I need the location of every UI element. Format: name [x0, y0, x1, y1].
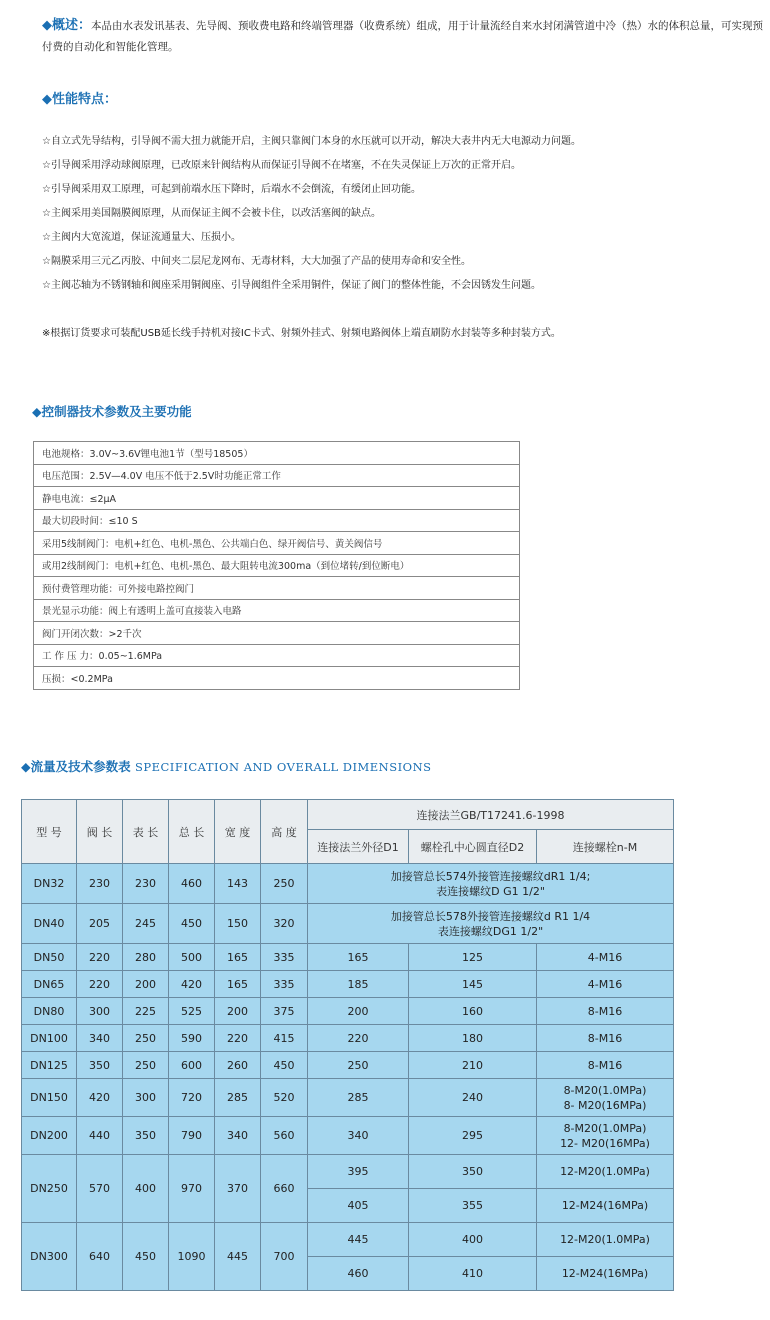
- table-row: [22, 1025, 674, 1052]
- cell-meter: 350: [123, 1117, 169, 1155]
- feature-item: ☆引导阀采用双工原理，可起到前端水压下降时，后端水不会倒流，有缓闭止回功能。: [42, 184, 421, 195]
- cell-meter: 400: [123, 1155, 169, 1223]
- col-d1: 连接法兰外径D1: [308, 830, 409, 864]
- cell-bolt: 8-M16: [537, 1025, 674, 1052]
- cell-d2: 350: [409, 1155, 537, 1189]
- table-row: [34, 599, 520, 622]
- cell-model: DN300: [22, 1223, 77, 1291]
- spec-title: [21, 757, 432, 775]
- cell-valve: 340: [77, 1025, 123, 1052]
- cell-meter: 250: [123, 1025, 169, 1052]
- cell-d1: 340: [308, 1117, 409, 1155]
- cell-height: 335: [261, 944, 308, 971]
- cell-height: 450: [261, 1052, 308, 1079]
- cell-height: 415: [261, 1025, 308, 1052]
- cell-meter: 300: [123, 1079, 169, 1117]
- cell-bolt: [537, 1117, 674, 1155]
- cell-model: DN250: [22, 1155, 77, 1223]
- cell-d1: 445: [308, 1223, 409, 1257]
- cell-model: DN125: [22, 1052, 77, 1079]
- cell-meter: 225: [123, 998, 169, 1025]
- cell-total: 1090: [169, 1223, 215, 1291]
- col-flange-group: 连接法兰GB/T17241.6-1998: [308, 800, 674, 830]
- cell-model: DN32: [22, 864, 77, 904]
- table-row: [34, 532, 520, 555]
- feature-item: ☆主阀采用美国隔膜阀原理，从而保证主阀不会被卡住，以改活塞阀的缺点。: [42, 208, 381, 219]
- intro-text: 本品由水表发讯基表、先导阀、预收费电路和终端管理器（收费系统）组成，用于计量流经自来水封闭满管道中冷（热）水的体积总量，可实现预付费的自动化和智能化管理。: [42, 20, 763, 53]
- feature-item: ☆引导阀采用浮动球阀原理，已改原来针阀结构从而保证引导阀不在堵塞，不在失灵保证上万次的正常开启。: [42, 160, 521, 171]
- table-row: [22, 1052, 674, 1079]
- col-model: 型 号: [22, 800, 77, 864]
- table-row: [22, 864, 674, 904]
- cell-width: 370: [215, 1155, 261, 1223]
- table-row: [34, 667, 520, 690]
- cell-meter: 280: [123, 944, 169, 971]
- feature-item: ☆自立式先导结构，引导阀不需大扭力就能开启，主阀只靠阀门本身的水压就可以开动，解决大表井内无大电源动力问题。: [42, 136, 581, 147]
- cell-width: 285: [215, 1079, 261, 1117]
- col-height: 高 度: [261, 800, 308, 864]
- cell-width: 220: [215, 1025, 261, 1052]
- table-row: [22, 1117, 674, 1155]
- cell-model: DN200: [22, 1117, 77, 1155]
- cell-width: 200: [215, 998, 261, 1025]
- intro-label: ◆概述：: [42, 18, 91, 33]
- table-row: [34, 442, 520, 465]
- col-valve-length: 阀 长: [77, 800, 123, 864]
- cell-bolt: 12-M20(1.0MPa): [537, 1223, 674, 1257]
- feature-item: ☆主阀芯轴为不锈钢轴和阀座采用铜阀座、引导阀组件全采用铜件，保证了阀门的整体性能，不会因锈发生问题。: [42, 280, 541, 291]
- cell-model: DN65: [22, 971, 77, 998]
- cell-d2: 180: [409, 1025, 537, 1052]
- cell-model: DN100: [22, 1025, 77, 1052]
- col-bolt: 连接螺栓n-M: [537, 830, 674, 864]
- cell-model: DN50: [22, 944, 77, 971]
- intro-paragraph: [42, 15, 764, 58]
- cell-model: DN150: [22, 1079, 77, 1117]
- col-meter-length: 表 长: [123, 800, 169, 864]
- table-row: [22, 904, 674, 944]
- bolt-line: 8-M20(1.0MPa): [563, 1121, 647, 1135]
- cell-total: 450: [169, 904, 215, 944]
- cell-d1: 165: [308, 944, 409, 971]
- table-row: [22, 971, 674, 998]
- col-d2: 螺栓孔中心圆直径D2: [409, 830, 537, 864]
- cell-total: 420: [169, 971, 215, 998]
- cell-total: 590: [169, 1025, 215, 1052]
- table-row: [22, 1155, 674, 1189]
- cell-total: 970: [169, 1155, 215, 1223]
- thread-note-line: 加接管总长578外接管连接螺纹d R1 1/4: [390, 909, 591, 923]
- cell-meter: 450: [123, 1223, 169, 1291]
- table-row: [22, 1223, 674, 1257]
- cell-bolt: 4-M16: [537, 971, 674, 998]
- cell-thread-note: [308, 904, 674, 944]
- cell-width: 340: [215, 1117, 261, 1155]
- controller-title: ◆控制器技术参数及主要功能: [32, 404, 192, 419]
- table-row: [34, 622, 520, 645]
- cell-d1: 405: [308, 1189, 409, 1223]
- cell-width: 150: [215, 904, 261, 944]
- cell-d2: 240: [409, 1079, 537, 1117]
- param-cell: 电池规格：3.0V~3.6V锂电池1节（型号18505）: [34, 442, 520, 465]
- cell-valve: 300: [77, 998, 123, 1025]
- cell-height: 250: [261, 864, 308, 904]
- cell-valve: 640: [77, 1223, 123, 1291]
- col-width: 宽 度: [215, 800, 261, 864]
- cell-bolt: 12-M20(1.0MPa): [537, 1155, 674, 1189]
- cell-meter: 200: [123, 971, 169, 998]
- cell-valve: 205: [77, 904, 123, 944]
- cell-model: DN40: [22, 904, 77, 944]
- cell-total: 600: [169, 1052, 215, 1079]
- feature-item: ☆隔膜采用三元乙丙胶、中间夹二层尼龙网布、无毒材料，大大加强了产品的使用寿命和安全性。: [42, 256, 471, 267]
- param-cell: 工 作 压 力：0.05~1.6MPa: [34, 644, 520, 667]
- table-row: [34, 509, 520, 532]
- cell-height: 560: [261, 1117, 308, 1155]
- controller-params-table: [33, 441, 520, 690]
- cell-d2: 410: [409, 1257, 537, 1291]
- cell-height: 700: [261, 1223, 308, 1291]
- cell-d2: 355: [409, 1189, 537, 1223]
- ordering-note: ※根据订货要求可装配USB延长线手持机对接IC卡式、射频外挂式、射频电路阀体上端直刷防水封装等多种封装方式。: [42, 328, 561, 339]
- cell-total: 525: [169, 998, 215, 1025]
- cell-bolt: [537, 1079, 674, 1117]
- cell-total: 790: [169, 1117, 215, 1155]
- table-row: [22, 998, 674, 1025]
- table-row: [22, 944, 674, 971]
- spec-title-en: SPECIFICATION AND OVERALL DIMENSIONS: [134, 760, 432, 774]
- param-cell: 采用5线制阀门：电机+红色、电机-黑色、公共端白色、绿开阀信号、黄关阀信号: [34, 532, 520, 555]
- cell-bolt: 12-M24(16MPa): [537, 1189, 674, 1223]
- param-cell: 压损：<0.2MPa: [34, 667, 520, 690]
- cell-meter: 230: [123, 864, 169, 904]
- cell-d1: 200: [308, 998, 409, 1025]
- cell-height: 335: [261, 971, 308, 998]
- cell-valve: 220: [77, 944, 123, 971]
- cell-d2: 210: [409, 1052, 537, 1079]
- cell-valve: 440: [77, 1117, 123, 1155]
- param-cell: 预付费管理功能：可外接电路控阀门: [34, 577, 520, 600]
- cell-d1: 250: [308, 1052, 409, 1079]
- spec-title-cn: ◆流量及技术参数表: [21, 759, 131, 774]
- cell-valve: 350: [77, 1052, 123, 1079]
- table-row: [22, 1079, 674, 1117]
- thread-note-line: 表连接螺纹DG1 1/2": [437, 924, 544, 938]
- cell-d2: 295: [409, 1117, 537, 1155]
- cell-meter: 250: [123, 1052, 169, 1079]
- table-row: [34, 577, 520, 600]
- cell-width: 445: [215, 1223, 261, 1291]
- cell-bolt: 8-M16: [537, 998, 674, 1025]
- spec-table: [21, 799, 674, 1291]
- cell-total: 460: [169, 864, 215, 904]
- cell-total: 500: [169, 944, 215, 971]
- cell-width: 143: [215, 864, 261, 904]
- table-row: [34, 464, 520, 487]
- cell-valve: 220: [77, 971, 123, 998]
- cell-height: 660: [261, 1155, 308, 1223]
- header-row: [22, 800, 674, 830]
- cell-bolt: 4-M16: [537, 944, 674, 971]
- cell-bolt: 8-M16: [537, 1052, 674, 1079]
- cell-height: 520: [261, 1079, 308, 1117]
- thread-note-line: 表连接螺纹D G1 1/2": [436, 884, 545, 898]
- cell-total: 720: [169, 1079, 215, 1117]
- param-cell: 静电电流：≤2μA: [34, 487, 520, 510]
- bolt-line: 8- M20(16MPa): [563, 1098, 647, 1112]
- cell-thread-note: [308, 864, 674, 904]
- table-row: [34, 644, 520, 667]
- cell-model: DN80: [22, 998, 77, 1025]
- cell-d2: 400: [409, 1223, 537, 1257]
- cell-d1: 220: [308, 1025, 409, 1052]
- table-row: [34, 554, 520, 577]
- col-total-length: 总 长: [169, 800, 215, 864]
- param-cell: 景光显示功能：阀上有透明上盖可直接装入电路: [34, 599, 520, 622]
- feature-item: ☆主阀内大宽流道，保证流通量大、压损小。: [42, 232, 241, 243]
- cell-d1: 395: [308, 1155, 409, 1189]
- bolt-line: 12- M20(16MPa): [560, 1136, 650, 1150]
- cell-height: 375: [261, 998, 308, 1025]
- cell-d1: 285: [308, 1079, 409, 1117]
- thread-note-line: 加接管总长574外接管连接螺纹dR1 1/4;: [390, 869, 591, 883]
- cell-valve: 570: [77, 1155, 123, 1223]
- cell-d2: 160: [409, 998, 537, 1025]
- param-cell: 或用2线制阀门：电机+红色、电机-黑色、最大阻转电流300ma（到位堵转/到位断电）: [34, 554, 520, 577]
- cell-d2: 125: [409, 944, 537, 971]
- param-cell: 阀门开闭次数：>2千次: [34, 622, 520, 645]
- cell-width: 165: [215, 944, 261, 971]
- cell-width: 260: [215, 1052, 261, 1079]
- features-list: [42, 130, 764, 346]
- cell-height: 320: [261, 904, 308, 944]
- cell-meter: 245: [123, 904, 169, 944]
- cell-valve: 420: [77, 1079, 123, 1117]
- cell-d1: 460: [308, 1257, 409, 1291]
- cell-d1: 185: [308, 971, 409, 998]
- features-title: ◆性能特点：: [42, 92, 117, 107]
- param-cell: 电压范围：2.5V—4.0V 电压不低于2.5V时功能正常工作: [34, 464, 520, 487]
- bolt-line: 8-M20(1.0MPa): [563, 1083, 647, 1097]
- cell-width: 165: [215, 971, 261, 998]
- param-cell: 最大切段时间：≤10 S: [34, 509, 520, 532]
- table-row: [34, 487, 520, 510]
- cell-d2: 145: [409, 971, 537, 998]
- cell-bolt: 12-M24(16MPa): [537, 1257, 674, 1291]
- cell-valve: 230: [77, 864, 123, 904]
